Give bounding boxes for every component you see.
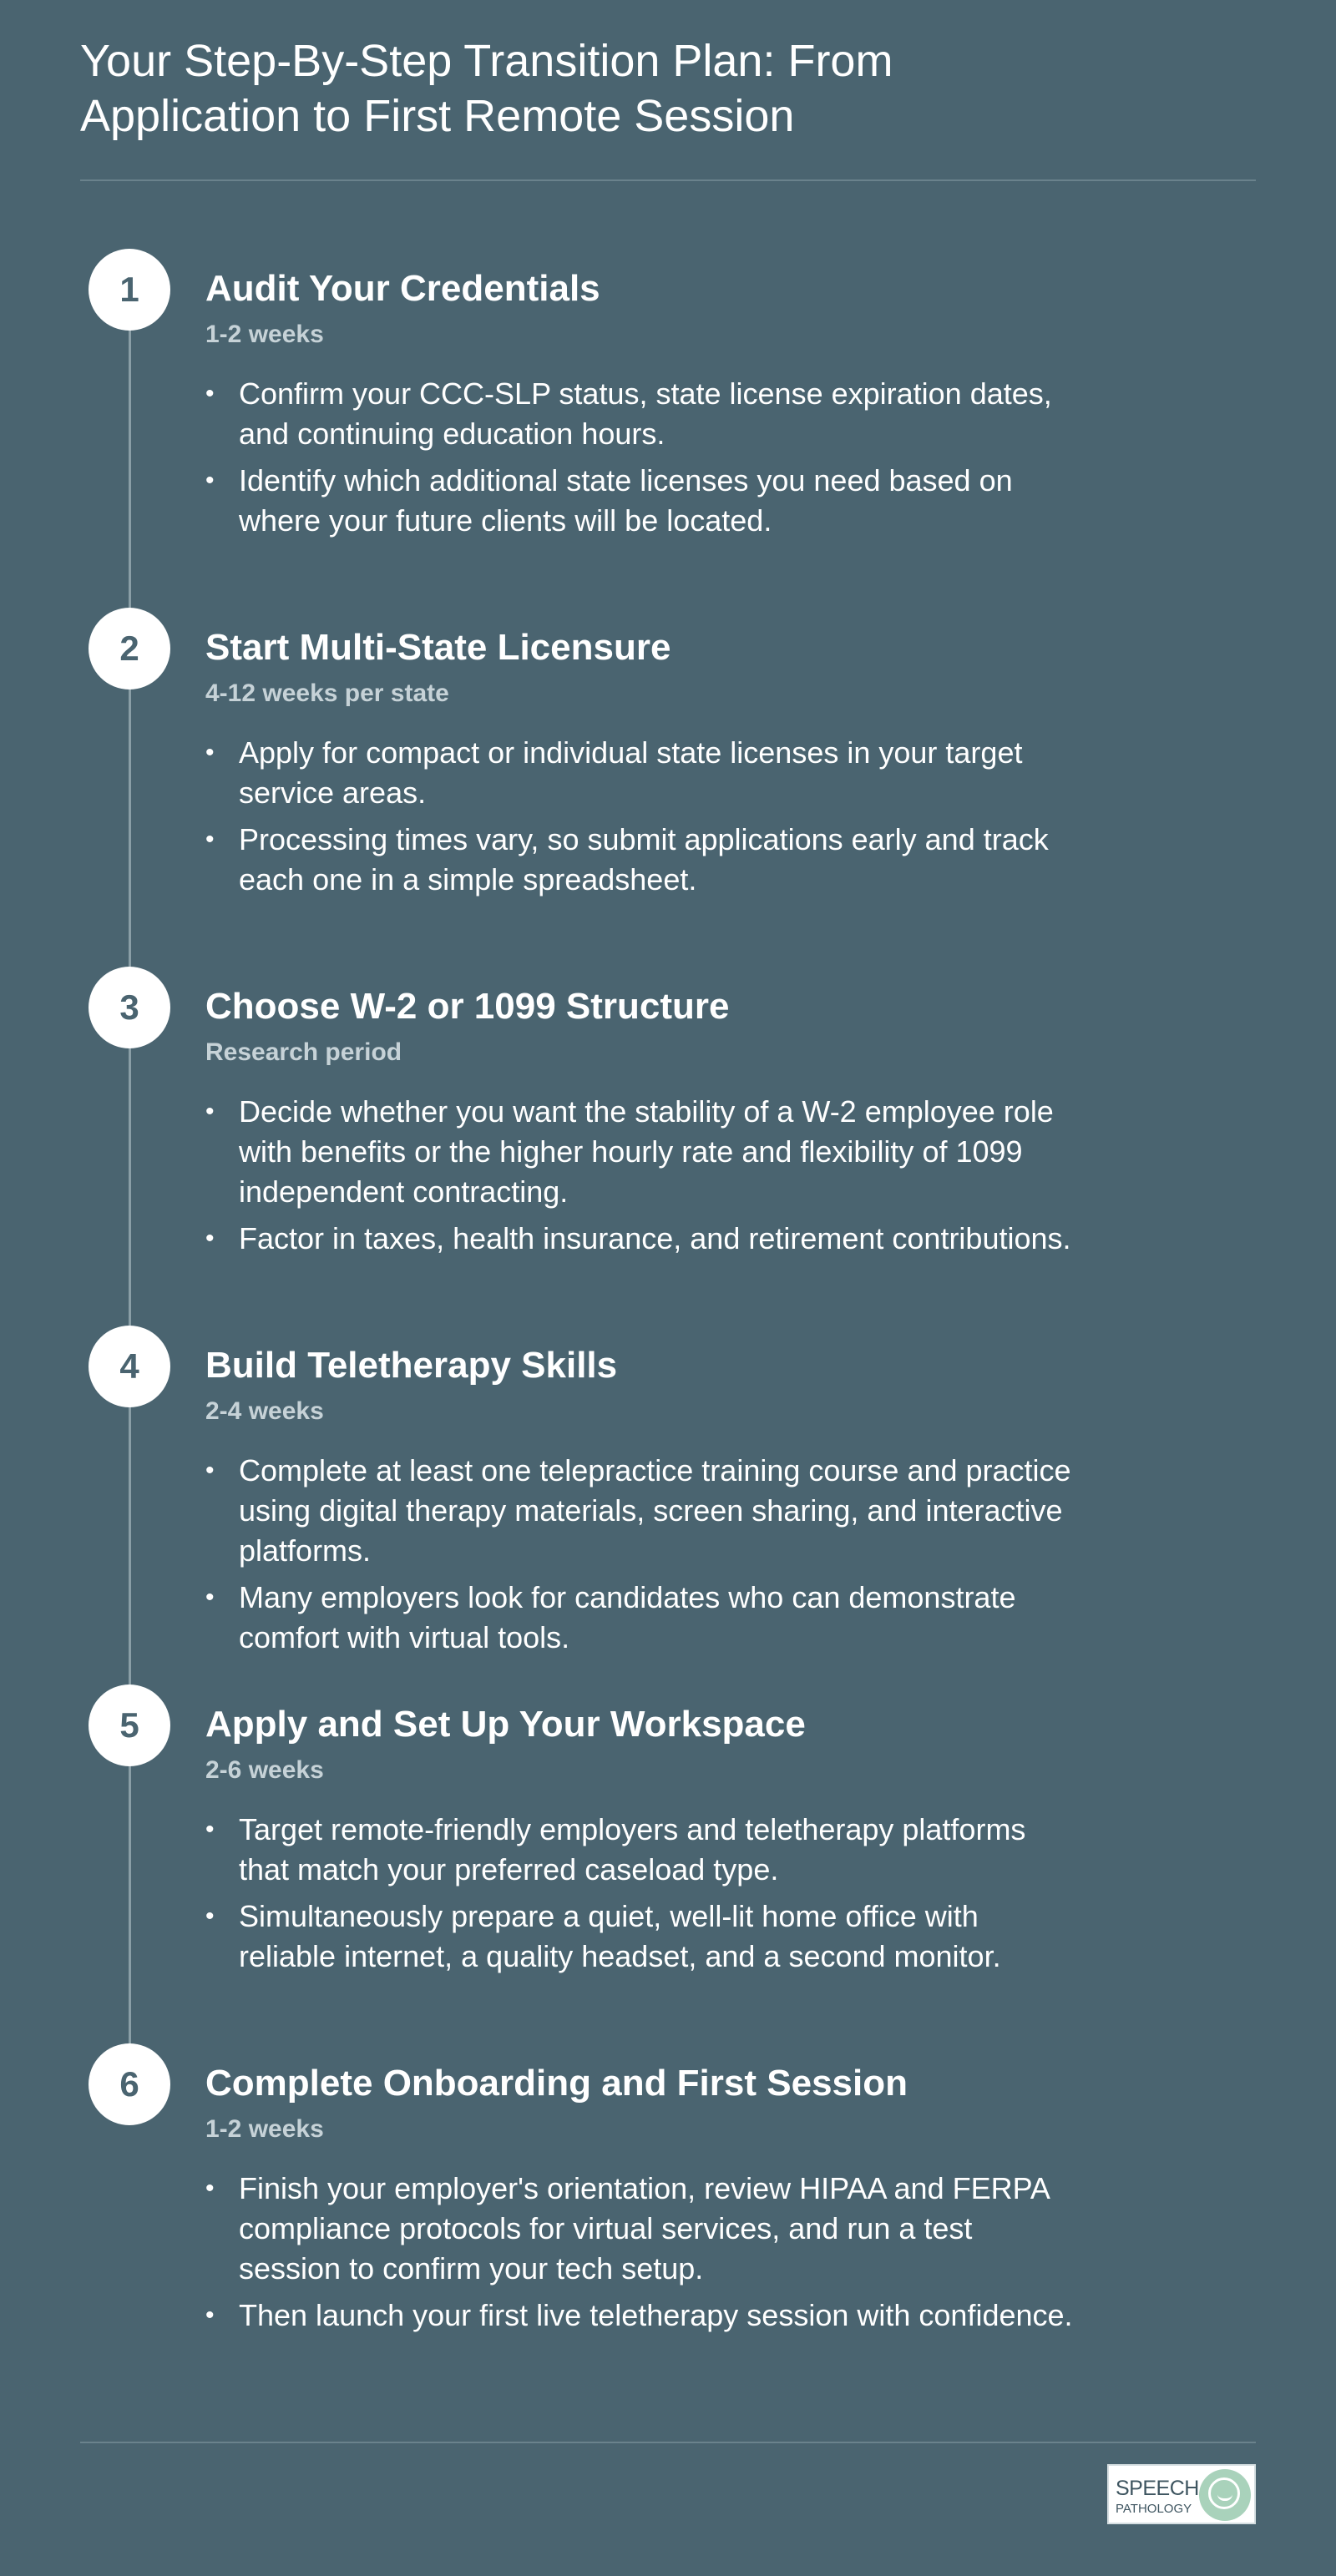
logo-wordmark-line2: PATHOLOGY (1116, 2502, 1192, 2516)
speech-pathology-logo (1107, 2464, 1256, 2524)
step-bullet (205, 1092, 1074, 1212)
step-bullet-list (205, 1810, 1074, 1983)
step-title: Audit Your Credentials (205, 268, 600, 309)
step-bullet-text: Then launch your first live teletherapy session with confidence. (239, 2298, 1073, 2332)
step-duration: 1-2 weeks (205, 321, 324, 348)
step-bullet (205, 733, 1074, 813)
step-number-badge: 5 (89, 1685, 170, 1766)
bullet-dot-icon: • (205, 1225, 215, 1252)
bullet-dot-icon: • (205, 1457, 215, 1484)
bullet-dot-icon: • (205, 1098, 215, 1125)
step-bullet-text: Factor in taxes, health insurance, and retirement contributions. (239, 1221, 1071, 1255)
step-bullet (205, 1897, 1074, 1977)
step-bullet-text: Identify which additional state licenses you need based on where your future clients will be located. (239, 463, 1013, 538)
bullet-dot-icon: • (205, 1816, 215, 1843)
step-title: Choose W-2 or 1099 Structure (205, 986, 730, 1027)
footer-divider (80, 2442, 1256, 2443)
page-title: Your Step-By-Step Transition Plan: From Application to First Remote Session (80, 36, 893, 141)
step-bullet (205, 1578, 1074, 1658)
bullet-dot-icon: • (205, 826, 215, 853)
step-duration: 4-12 weeks per state (205, 679, 449, 707)
step-title: Build Teletherapy Skills (205, 1345, 618, 1386)
step-duration: 2-4 weeks (205, 1397, 324, 1425)
step-number-badge: 1 (89, 249, 170, 331)
step-title: Apply and Set Up Your Workspace (205, 1704, 806, 1745)
bullet-dot-icon: • (205, 2301, 215, 2329)
bullet-dot-icon: • (205, 739, 215, 766)
step-bullet-text: Decide whether you want the stability of a W-2 employee role with benefits or the higher hourly rate and flexibility of 1099 independent contracting. (239, 1094, 1054, 1209)
bullet-dot-icon: • (205, 1583, 215, 1611)
step-number-badge: 6 (89, 2043, 170, 2125)
step-bullet-text: Many employers look for candidates who can demonstrate comfort with virtual tools. (239, 1580, 1016, 1654)
step-bullet (205, 1451, 1074, 1571)
logo-wordmark-line1: SPEECH (1116, 2477, 1199, 2500)
step-bullet (205, 1219, 1074, 1259)
step-title: Start Multi-State Licensure (205, 627, 671, 668)
step-number-badge: 4 (89, 1326, 170, 1407)
step-bullet (205, 1810, 1074, 1890)
step-bullet-list (205, 2169, 1074, 2342)
step-bullet (205, 2169, 1074, 2289)
step-bullet-text: Complete at least one telepractice training course and practice using digital therapy materials, screen sharing, and interactive platforms. (239, 1453, 1071, 1568)
step-bullet (205, 2296, 1074, 2336)
step-bullet-list (205, 733, 1074, 907)
step-bullet-text: Target remote-friendly employers and teletherapy platforms that match your preferred caseload type. (239, 1812, 1026, 1887)
title-divider (80, 179, 1256, 181)
bubble-outline (1208, 2478, 1240, 2509)
step-bullet-list (205, 1092, 1074, 1265)
bullet-dot-icon: • (205, 467, 215, 494)
step-bullet (205, 820, 1074, 900)
step-duration: Research period (205, 1038, 402, 1066)
bullet-dot-icon: • (205, 2174, 215, 2202)
step-bullet-list (205, 1451, 1074, 1664)
step-duration: 1-2 weeks (205, 2115, 324, 2143)
step-bullet (205, 461, 1074, 541)
timeline-line (129, 290, 131, 2087)
step-number-badge: 2 (89, 608, 170, 689)
step-title: Complete Onboarding and First Session (205, 2063, 908, 2104)
step-bullet-text: Apply for compact or individual state licenses in your target service areas. (239, 735, 1023, 810)
speech-bubble-icon (1199, 2469, 1251, 2521)
bullet-dot-icon: • (205, 380, 215, 407)
step-bullet-text: Simultaneously prepare a quiet, well-lit home office with reliable internet, a quality headset, and a second monitor. (239, 1899, 1001, 1973)
step-number-badge: 3 (89, 967, 170, 1048)
step-bullet-text: Processing times vary, so submit applications early and track each one in a simple spreadsheet. (239, 822, 1049, 897)
step-duration: 2-6 weeks (205, 1756, 324, 1784)
step-bullet-text: Finish your employer's orientation, review HIPAA and FERPA compliance protocols for virtual services, and run a test session to confirm your tech setup. (239, 2171, 1049, 2286)
bullet-dot-icon: • (205, 1902, 215, 1930)
step-bullet-list (205, 374, 1074, 548)
step-bullet (205, 374, 1074, 454)
step-bullet-text: Confirm your CCC-SLP status, state license expiration dates, and continuing education hours. (239, 376, 1052, 451)
